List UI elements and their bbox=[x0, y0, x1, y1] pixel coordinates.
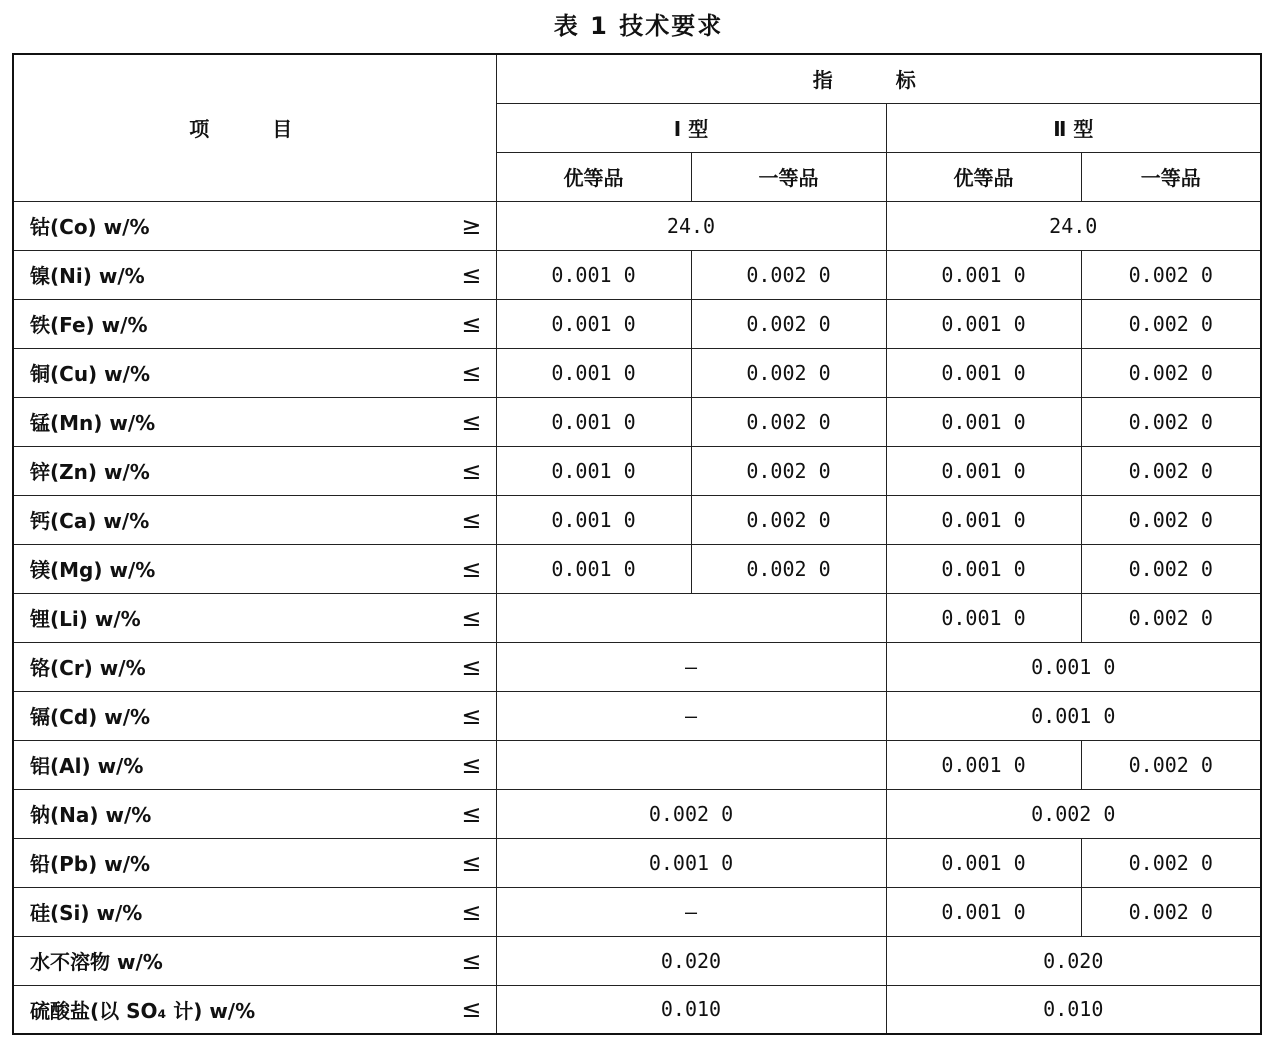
value-cell: 0.001 0 bbox=[886, 887, 1081, 936]
row-item-cell bbox=[13, 201, 496, 250]
table-row bbox=[13, 691, 1261, 740]
value-cell: 0.002 0 bbox=[496, 789, 886, 838]
row-item-cell bbox=[13, 985, 496, 1034]
row-operator: ≤ bbox=[461, 897, 482, 926]
value-cell: — bbox=[496, 642, 886, 691]
value-cell: 0.001 0 bbox=[496, 348, 691, 397]
row-item-name: 铁(Fe) w/% bbox=[30, 313, 148, 337]
value-cell: 24.0 bbox=[496, 201, 886, 250]
value-cell: 0.001 0 bbox=[496, 544, 691, 593]
row-item-cell bbox=[13, 838, 496, 887]
value-cell: 0.001 0 bbox=[496, 250, 691, 299]
value-cell: 0.002 0 bbox=[691, 446, 886, 495]
row-item-name: 铬(Cr) w/% bbox=[30, 656, 146, 680]
table-row bbox=[13, 887, 1261, 936]
value-cell: 0.001 0 bbox=[496, 838, 886, 887]
table-row bbox=[13, 838, 1261, 887]
row-operator: ≤ bbox=[461, 799, 482, 828]
value-cell: 0.002 0 bbox=[1081, 544, 1261, 593]
row-operator: ≤ bbox=[461, 554, 482, 583]
value-cell: 0.001 0 bbox=[886, 838, 1081, 887]
table-row bbox=[13, 495, 1261, 544]
value-cell: 0.001 0 bbox=[886, 593, 1081, 642]
value-cell: 0.001 0 bbox=[886, 544, 1081, 593]
row-item-name: 钴(Co) w/% bbox=[30, 215, 150, 239]
row-item-cell bbox=[13, 740, 496, 789]
row-item-name: 钠(Na) w/% bbox=[30, 803, 152, 827]
header-type-2: Ⅱ 型 bbox=[886, 103, 1261, 152]
table-row bbox=[13, 348, 1261, 397]
row-operator: ≤ bbox=[461, 456, 482, 485]
row-item-cell bbox=[13, 495, 496, 544]
value-cell: 0.001 0 bbox=[886, 446, 1081, 495]
value-cell: 0.001 0 bbox=[886, 495, 1081, 544]
header-type-1: Ⅰ 型 bbox=[496, 103, 886, 152]
row-item-name: 铝(Al) w/% bbox=[30, 754, 144, 778]
table-row bbox=[13, 299, 1261, 348]
value-cell: 0.001 0 bbox=[886, 397, 1081, 446]
table-row bbox=[13, 250, 1261, 299]
row-operator: ≤ bbox=[461, 848, 482, 877]
row-item-name: 锰(Mn) w/% bbox=[30, 411, 156, 435]
header-grade-2: 一等品 bbox=[691, 152, 886, 201]
value-cell: 0.002 0 bbox=[691, 495, 886, 544]
value-cell: 0.001 0 bbox=[496, 397, 691, 446]
value-cell: 0.002 0 bbox=[1081, 299, 1261, 348]
value-cell: 0.001 0 bbox=[886, 691, 1261, 740]
value-cell: 0.001 0 bbox=[886, 250, 1081, 299]
header-grade-3: 优等品 bbox=[886, 152, 1081, 201]
value-cell: 0.001 0 bbox=[496, 446, 691, 495]
row-item-cell bbox=[13, 250, 496, 299]
value-cell: 0.002 0 bbox=[1081, 348, 1261, 397]
value-cell: 0.002 0 bbox=[1081, 593, 1261, 642]
value-cell: 0.002 0 bbox=[886, 789, 1261, 838]
row-item-name: 镍(Ni) w/% bbox=[30, 264, 145, 288]
value-cell: — bbox=[496, 691, 886, 740]
table-row bbox=[13, 642, 1261, 691]
row-item-cell bbox=[13, 544, 496, 593]
row-item-cell bbox=[13, 397, 496, 446]
row-item-name: 铜(Cu) w/% bbox=[30, 362, 150, 386]
table-row bbox=[13, 446, 1261, 495]
value-cell: 0.002 0 bbox=[691, 299, 886, 348]
row-item-cell bbox=[13, 691, 496, 740]
row-item-cell bbox=[13, 593, 496, 642]
row-operator: ≤ bbox=[461, 505, 482, 534]
table-row bbox=[13, 397, 1261, 446]
table-row bbox=[13, 544, 1261, 593]
value-cell: 0.002 0 bbox=[1081, 838, 1261, 887]
value-cell: 0.010 bbox=[496, 985, 886, 1034]
header-item: 项 目 bbox=[13, 54, 496, 201]
value-cell: 0.002 0 bbox=[691, 544, 886, 593]
row-item-cell bbox=[13, 887, 496, 936]
row-operator: ≥ bbox=[461, 211, 482, 240]
header-row-1 bbox=[13, 54, 1261, 103]
value-cell: 0.002 0 bbox=[1081, 887, 1261, 936]
header-indicator: 指 标 bbox=[496, 54, 1261, 103]
row-item-name: 硫酸盐(以 SO₄ 计) w/% bbox=[30, 998, 256, 1023]
row-operator: ≤ bbox=[461, 358, 482, 387]
value-cell: 0.002 0 bbox=[1081, 397, 1261, 446]
row-operator: ≤ bbox=[461, 750, 482, 779]
table-row bbox=[13, 201, 1261, 250]
row-operator: ≤ bbox=[461, 995, 482, 1024]
value-cell bbox=[496, 593, 886, 642]
table-row bbox=[13, 936, 1261, 985]
table-row bbox=[13, 740, 1261, 789]
header-grade-4: 一等品 bbox=[1081, 152, 1261, 201]
row-operator: ≤ bbox=[461, 701, 482, 730]
value-cell: 0.020 bbox=[886, 936, 1261, 985]
value-cell: 0.002 0 bbox=[1081, 495, 1261, 544]
row-item-cell bbox=[13, 642, 496, 691]
value-cell: 0.001 0 bbox=[496, 299, 691, 348]
row-item-name: 镉(Cd) w/% bbox=[30, 705, 151, 729]
value-cell: 0.002 0 bbox=[1081, 250, 1261, 299]
row-operator: ≤ bbox=[461, 309, 482, 338]
row-item-name: 钙(Ca) w/% bbox=[30, 509, 150, 533]
row-operator: ≤ bbox=[461, 407, 482, 436]
value-cell: 0.001 0 bbox=[886, 299, 1081, 348]
value-cell: 0.002 0 bbox=[691, 348, 886, 397]
value-cell: 0.001 0 bbox=[886, 740, 1081, 789]
row-item-cell bbox=[13, 446, 496, 495]
value-cell: 0.002 0 bbox=[691, 250, 886, 299]
value-cell: 0.001 0 bbox=[886, 642, 1261, 691]
value-cell: — bbox=[496, 887, 886, 936]
value-cell bbox=[496, 740, 886, 789]
value-cell: 0.002 0 bbox=[1081, 740, 1261, 789]
table-row bbox=[13, 985, 1261, 1034]
value-cell: 0.001 0 bbox=[886, 348, 1081, 397]
row-item-name: 镁(Mg) w/% bbox=[30, 558, 156, 582]
table-row bbox=[13, 789, 1261, 838]
value-cell: 0.002 0 bbox=[691, 397, 886, 446]
row-operator: ≤ bbox=[461, 652, 482, 681]
row-operator: ≤ bbox=[461, 260, 482, 289]
value-cell: 0.020 bbox=[496, 936, 886, 985]
row-item-cell bbox=[13, 348, 496, 397]
value-cell: 0.010 bbox=[886, 985, 1261, 1034]
row-item-cell bbox=[13, 936, 496, 985]
table-row bbox=[13, 593, 1261, 642]
value-cell: 24.0 bbox=[886, 201, 1261, 250]
value-cell: 0.002 0 bbox=[1081, 446, 1261, 495]
row-item-cell bbox=[13, 789, 496, 838]
row-item-cell bbox=[13, 299, 496, 348]
row-item-name: 锂(Li) w/% bbox=[30, 607, 141, 631]
header-grade-1: 优等品 bbox=[496, 152, 691, 201]
row-item-name: 水不溶物 w/% bbox=[30, 950, 163, 974]
row-item-name: 锌(Zn) w/% bbox=[30, 460, 150, 484]
row-operator: ≤ bbox=[461, 603, 482, 632]
row-item-name: 铅(Pb) w/% bbox=[30, 852, 151, 876]
table-caption: 表 1 技术要求 bbox=[553, 12, 724, 40]
technical-requirements-table bbox=[12, 53, 1262, 1035]
row-item-name: 硅(Si) w/% bbox=[30, 901, 143, 925]
row-operator: ≤ bbox=[461, 946, 482, 975]
value-cell: 0.001 0 bbox=[496, 495, 691, 544]
